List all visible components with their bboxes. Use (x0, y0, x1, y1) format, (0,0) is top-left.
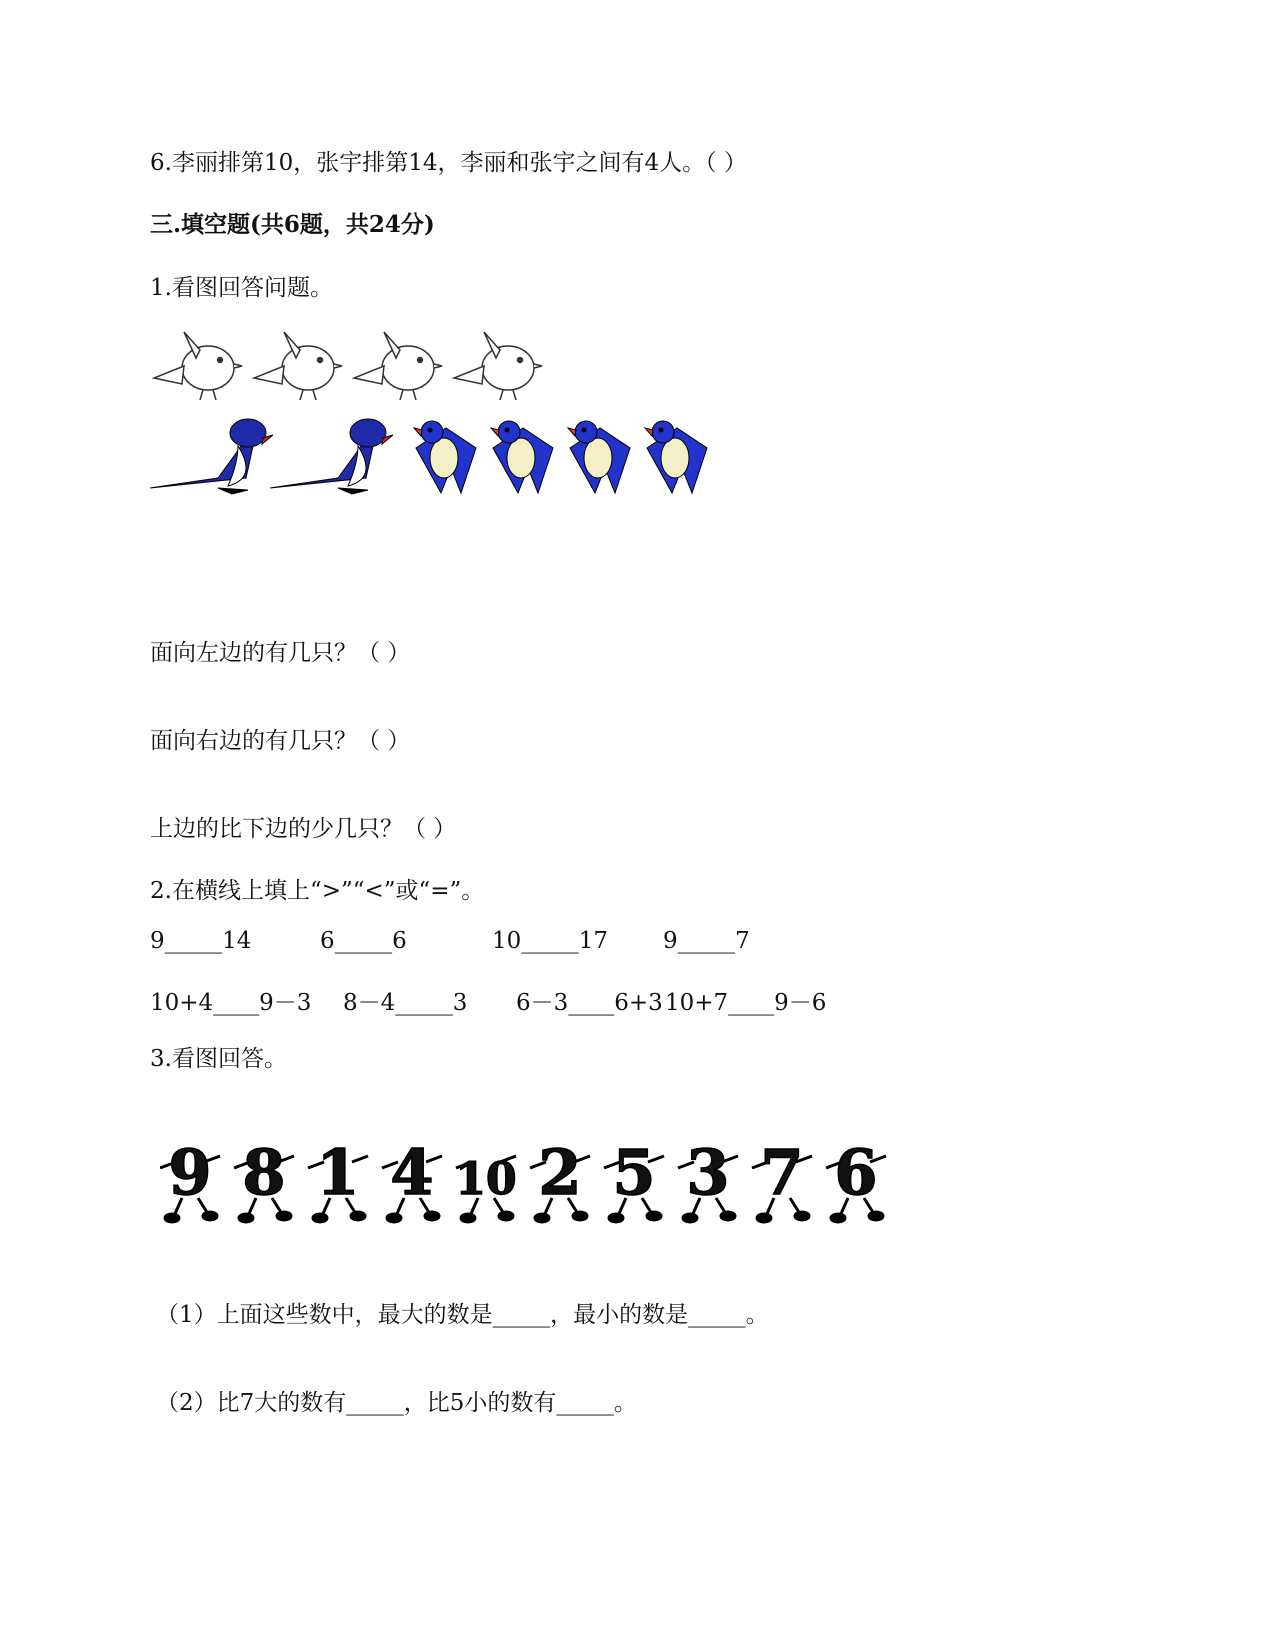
white-bird-4 (454, 332, 542, 400)
compare-item: 6_____6 (320, 928, 407, 954)
number-character-digit: 9 (168, 1136, 212, 1209)
number-character-digit: 6 (834, 1136, 878, 1209)
white-bird-1 (154, 332, 242, 400)
question-3-2: （2）比7大的数有_____，比5小的数有_____。 (156, 1390, 637, 1416)
compare-item: 9_____14 (150, 928, 252, 954)
compare-item: 9_____7 (663, 928, 750, 954)
compare-item: 10+4____9－3 (150, 990, 312, 1016)
number-character-10 (455, 1154, 516, 1222)
blue-bird-2 (491, 421, 553, 493)
question-compare-rows: 上边的比下边的少几只？（ ） (150, 816, 457, 842)
number-character-digit: 4 (390, 1136, 434, 1209)
number-characters-illustration (160, 1120, 935, 1230)
number-character-7 (752, 1136, 812, 1222)
number-character-2 (530, 1136, 590, 1222)
number-character-digit: 8 (242, 1136, 286, 1209)
number-character-1 (308, 1136, 368, 1222)
blue-bird-3 (568, 421, 630, 493)
white-bird-3 (354, 332, 442, 400)
swallow-1 (150, 419, 273, 494)
white-birds-row (154, 332, 542, 400)
fill-question-3-prompt: 3.看图回答。 (150, 1046, 287, 1072)
blue-bird-1 (414, 421, 476, 493)
birds-left (414, 421, 707, 493)
compare-item: 8－4_____3 (343, 990, 468, 1016)
swallow-2 (270, 419, 393, 494)
question-3-1: （1）上面这些数中，最大的数是_____，最小的数是_____。 (156, 1302, 769, 1328)
white-bird-2 (254, 332, 342, 400)
number-character-3 (678, 1136, 738, 1222)
question-facing-right: 面向右边的有几只？（ ） (150, 728, 411, 754)
question-facing-left: 面向左边的有几只？（ ） (150, 640, 411, 666)
compare-item: 10_____17 (492, 928, 609, 954)
number-character-digit: 7 (760, 1136, 804, 1209)
number-character-digit: 5 (612, 1136, 656, 1209)
number-character-4 (382, 1136, 442, 1222)
fill-question-2-prompt: 2.在横线上填上“>”“<”或“=”。 (150, 878, 485, 904)
blue-bird-4 (645, 421, 707, 493)
judge-question-6: 6.李丽排第10，张宇排第14，李丽和张宇之间有4人。（ ） (150, 150, 747, 176)
compare-item: 6－3____6+3 (516, 990, 663, 1016)
birds-illustration (148, 328, 728, 503)
swallows-right (150, 419, 393, 494)
number-character-6 (826, 1136, 886, 1222)
number-character-digit: 3 (686, 1136, 730, 1209)
number-character-digit: 2 (538, 1136, 582, 1209)
compare-item: 10+7____9－6 (665, 990, 827, 1016)
section-heading: 三.填空题(共6题，共24分) (150, 211, 435, 238)
number-character-8 (234, 1136, 294, 1222)
number-character-5 (604, 1136, 664, 1222)
fill-question-1-prompt: 1.看图回答问题。 (150, 275, 333, 301)
number-character-digit: 1 (316, 1136, 360, 1209)
number-character-9 (160, 1136, 220, 1222)
number-character-digit: 10 (455, 1154, 517, 1205)
